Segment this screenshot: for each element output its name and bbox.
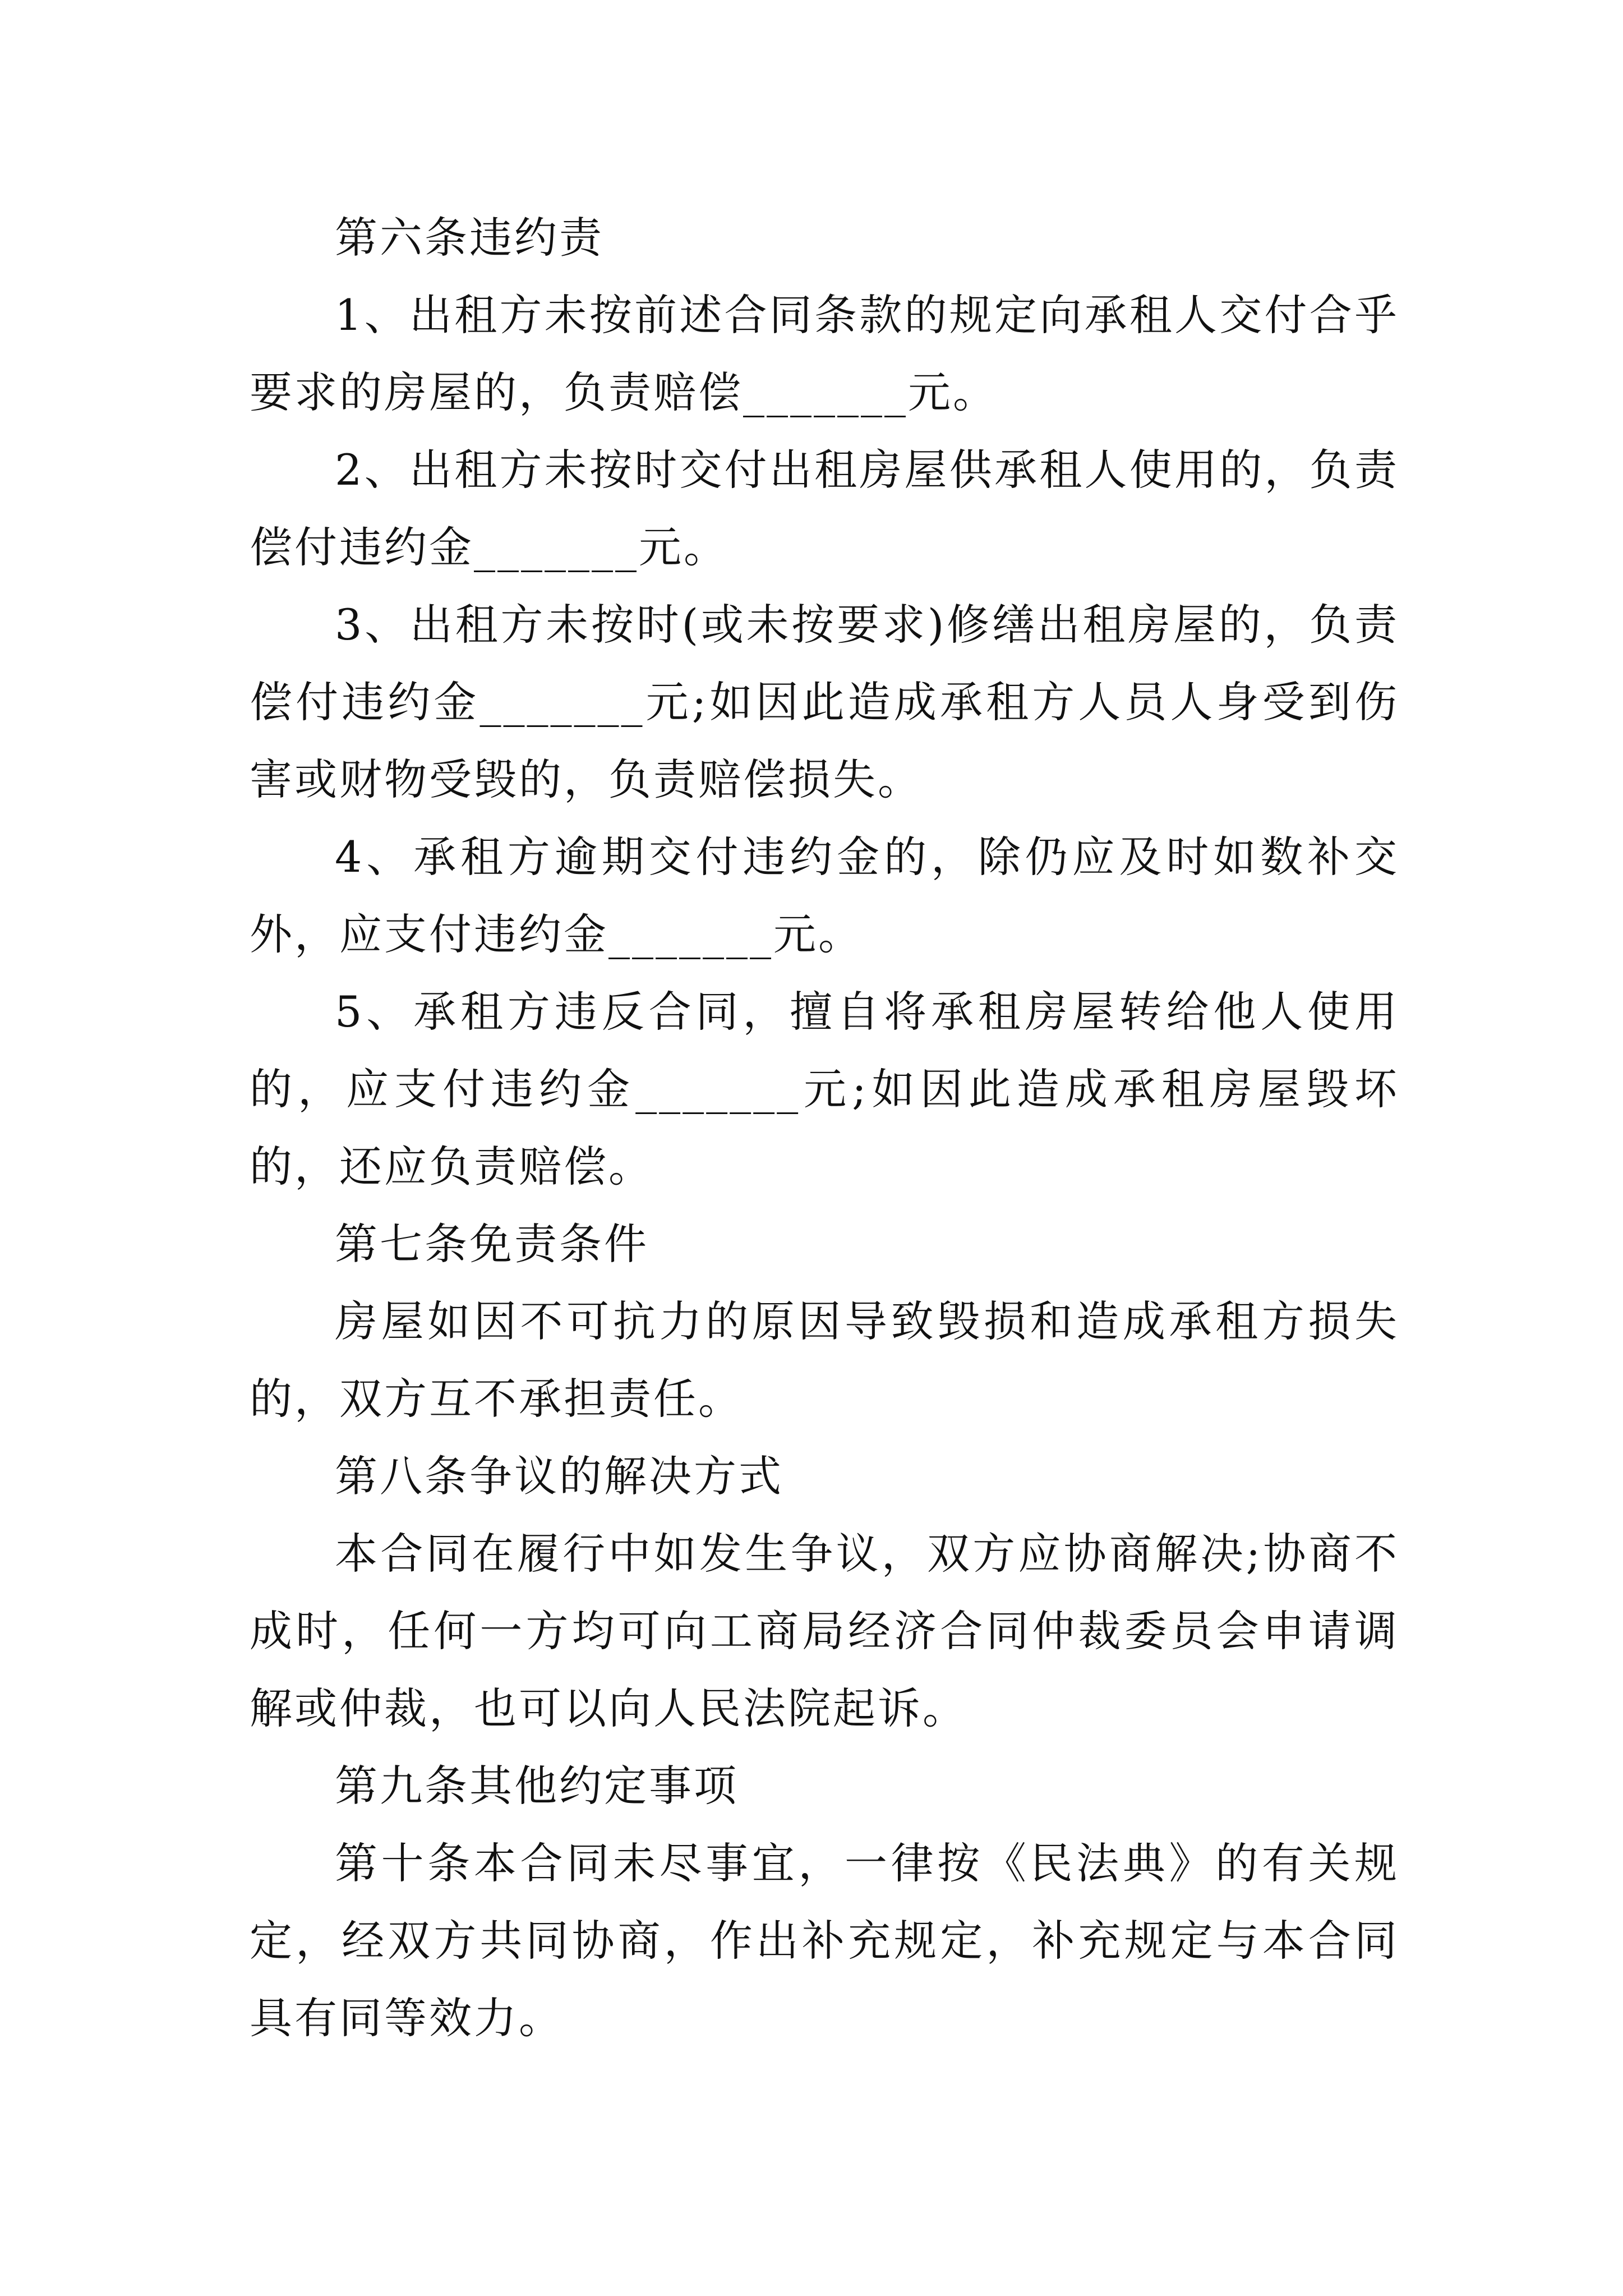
clause-6-5: 5、承租方违反合同，擅自将承租房屋转给他人使用的，应支付违约金_______元;如因此造成承租房屋毁坏的，还应负责赔偿。 [250,987,1399,1191]
document-body [250,199,1399,2057]
clause-6-2: 2、出租方未按时交付出租房屋供承租人使用的，负责偿付违约金_______元。 [250,445,1399,572]
section-heading-6: 第六条违约责 [335,213,604,263]
section-heading-7: 第七条免责条件 [335,1219,649,1269]
clause-6-3: 3、出租方未按时(或未按要求)修缮出租房屋的，负责偿付违约金_______元;如因此造成承租方人员人身受到伤害或财物受毁的，负责赔偿损失。 [250,600,1399,804]
clause-8-body: 本合同在履行中如发生争议，双方应协商解决;协商不成时，任何一方均可向工商局经济合同仲裁委员会申请调解或仲裁，也可以向人民法院起诉。 [250,1529,1399,1733]
section-heading-9: 第九条其他约定事项 [335,1761,739,1811]
section-heading-8: 第八条争议的解决方式 [335,1451,783,1501]
clause-6-4: 4、承租方逾期交付违约金的，除仍应及时如数补交外，应支付违约金_______元。 [250,832,1399,959]
clause-6-1: 1、出租方未按前述合同条款的规定向承租人交付合乎要求的房屋的，负责赔偿_______元。 [250,290,1399,417]
clause-7-body: 房屋如因不可抗力的原因导致毁损和造成承租方损失的，双方互不承担责任。 [250,1296,1399,1424]
clause-10-body: 第十条本合同未尽事宜，一律按《民法典》的有关规定，经双方共同协商，作出补充规定，补充规定与本合同具有同等效力。 [250,1838,1399,2043]
